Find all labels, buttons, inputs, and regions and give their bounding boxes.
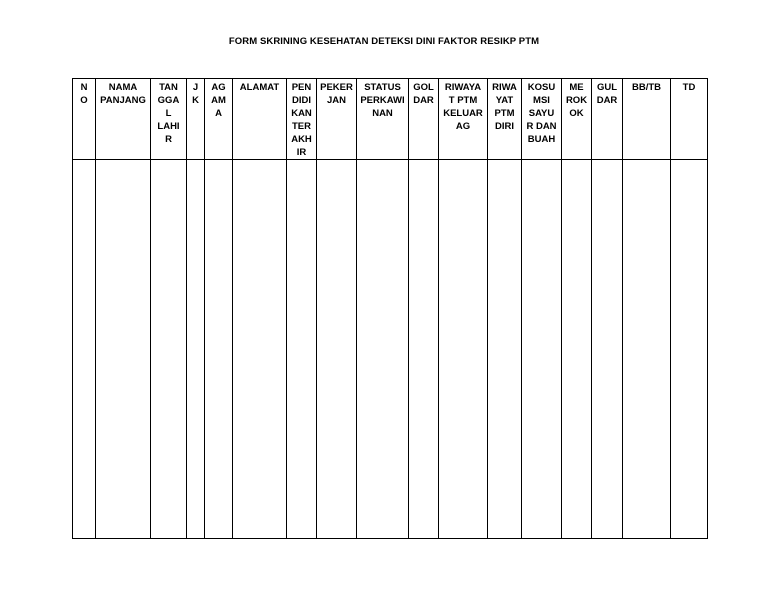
cell-pekerjaan [317, 160, 357, 539]
col-header-alamat: ALAMAT [233, 79, 287, 160]
col-header-td: TD [671, 79, 708, 160]
col-header-goldar: GOL DAR [409, 79, 439, 160]
col-header-riwayat-ptm-keluarga: RIWAYA T PTM KELUAR AG [439, 79, 488, 160]
cell-bb-tb [623, 160, 671, 539]
col-header-merokok: ME ROK OK [562, 79, 592, 160]
col-header-pendidikan-terakhir: PEN DIDI KAN TER AKH IR [287, 79, 317, 160]
cell-goldar [409, 160, 439, 539]
cell-status-perkawinan [357, 160, 409, 539]
col-header-konsumsi-sayur-buah: KOSU MSI SAYU R DAN BUAH [522, 79, 562, 160]
col-header-riwayat-ptm-diri: RIWA YAT PTM DIRI [488, 79, 522, 160]
col-header-jk: J K [187, 79, 205, 160]
cell-jk [187, 160, 205, 539]
col-header-agama: AG AM A [205, 79, 233, 160]
cell-agama [205, 160, 233, 539]
screening-table [72, 78, 708, 539]
data-row [73, 160, 708, 539]
cell-merokok [562, 160, 592, 539]
cell-nama-panjang [96, 160, 151, 539]
col-header-nama-panjang: NAMA PANJANG [96, 79, 151, 160]
col-header-bb-tb: BB/TB [623, 79, 671, 160]
cell-td [671, 160, 708, 539]
col-header-tanggal-lahir: TAN GGA L LAHI R [151, 79, 187, 160]
cell-guldar [592, 160, 623, 539]
cell-riwayat-ptm-keluarga [439, 160, 488, 539]
col-header-no: N O [73, 79, 96, 160]
header-row [73, 79, 708, 160]
cell-pendidikan-terakhir [287, 160, 317, 539]
col-header-status-perkawinan: STATUS PERKAWI NAN [357, 79, 409, 160]
col-header-guldar: GUL DAR [592, 79, 623, 160]
cell-alamat [233, 160, 287, 539]
cell-tanggal-lahir [151, 160, 187, 539]
cell-konsumsi-sayur-buah [522, 160, 562, 539]
cell-riwayat-ptm-diri [488, 160, 522, 539]
col-header-pekerjaan: PEKER JAN [317, 79, 357, 160]
cell-no [73, 160, 96, 539]
form-title: FORM SKRINING KESEHATAN DETEKSI DINI FAKTOR RESIKP PTM [228, 36, 540, 47]
